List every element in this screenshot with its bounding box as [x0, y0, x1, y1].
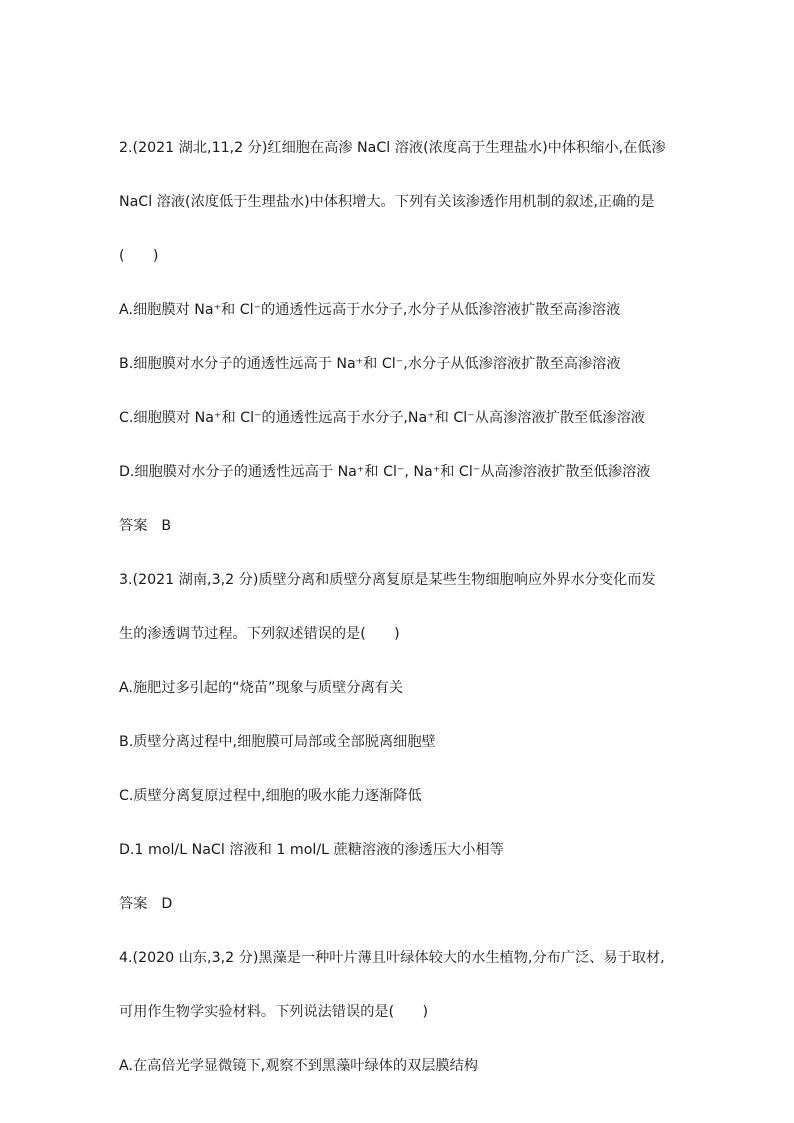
q2-answer-label: 答案: [119, 518, 148, 534]
q4-stem-line-1: 4.(2020 山东,3,2 分)黑藻是一种叶片薄且叶绿体较大的水生植物,分布广泛、易于取材,: [119, 950, 665, 966]
q2-answer-value: B: [161, 518, 172, 534]
q3-option-c: C.质壁分离复原过程中,细胞的吸水能力逐渐降低: [119, 788, 422, 804]
q3-option-b: B.质壁分离过程中,细胞膜可局部或全部脱离细胞壁: [119, 734, 436, 750]
q2-option-c: C.细胞膜对 Na⁺和 Cl⁻的通透性远高于水分子,Na⁺和 Cl⁻从高渗溶液扩散至低渗溶液: [119, 410, 645, 426]
q3-answer-label: 答案: [119, 896, 148, 912]
q2-stem-line-1: 2.(2021 湖北,11,2 分)红细胞在高渗 NaCl 溶液(浓度高于生理盐水)中体积缩小,在低渗: [119, 140, 666, 156]
q3-answer-line: [119, 894, 679, 914]
q3-option-a: A.施肥过多引起的“烧苗”现象与质壁分离有关: [119, 680, 404, 696]
q3-answer-value: D: [161, 896, 173, 912]
q3-option-d: D.1 mol/L NaCl 溶液和 1 mol/L 蔗糖溶液的渗透压大小相等: [119, 842, 504, 858]
q2-stem-line-2: NaCl 溶液(浓度低于生理盐水)中体积增大。下列有关该渗透作用机制的叙述,正确的是: [119, 194, 655, 210]
q3-stem-line-2: 生的渗透调节过程。下列叙述错误的是( ): [119, 626, 400, 642]
q4-stem-line-2: 可用作生物学实验材料。下列说法错误的是( ): [119, 1004, 429, 1020]
q2-stem-line-3: ( ): [119, 248, 159, 264]
q4-option-a: A.在高倍光学显微镜下,观察不到黑藻叶绿体的双层膜结构: [119, 1058, 478, 1074]
q2-option-a: A.细胞膜对 Na⁺和 Cl⁻的通透性远高于水分子,水分子从低渗溶液扩散至高渗溶液: [119, 302, 621, 318]
q2-answer-line: [119, 516, 679, 536]
q3-stem-line-1: 3.(2021 湖南,3,2 分)质壁分离和质壁分离复原是某些生物细胞响应外界水分变化而发: [119, 572, 656, 588]
q2-option-d: D.细胞膜对水分子的通透性远高于 Na⁺和 Cl⁻, Na⁺和 Cl⁻从高渗溶液扩散至低渗溶液: [119, 464, 651, 480]
q2-option-b: B.细胞膜对水分子的通透性远高于 Na⁺和 Cl⁻,水分子从低渗溶液扩散至高渗溶液: [119, 356, 621, 372]
